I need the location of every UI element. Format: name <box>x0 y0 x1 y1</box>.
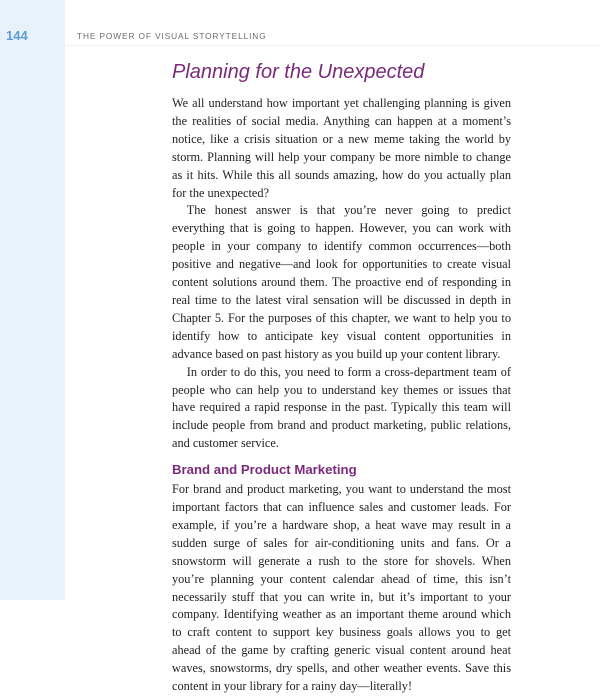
page-body <box>172 56 511 696</box>
paragraph: In order to do this, you need to form a cross-department team of people who can help you to understand key themes or issues that have required a rapid response in the past. Typically this team will include people from brand and product marketing, public relations, and customer service. <box>172 364 511 451</box>
paragraph: We all understand how important yet challenging planning is given the realities of social media. Anything can happen at a moment’s notice, like a crisis situation or a new meme taking the world by storm. Planning will help your company be more nimble to change as it hits. While this all sounds amazing, how do you actually plan for the unexpected? <box>172 96 511 200</box>
running-head: THE POWER OF VISUAL STORYTELLING <box>77 31 267 41</box>
section-title: Planning for the Unexpected <box>172 61 425 83</box>
paragraph: For brand and product marketing, you want to understand the most important factors that can influence sales and customer leads. For example, if you’re a hardware shop, a heat wave may result in a sudden surge of sales for air-conditioning units and fans. Or a snowstorm will generate a rush to the store for shovels. When you’re planning your content calendar ahead of time, this isn’t necessarily stuff that you can write in, but it’s important to your company. Identifying weather as an important theme around which to craft content to support key business goals allows you to get ahead of the game by crafting generic visual content around heat waves, snowstorms, dry spells, and other weather events. Save this content in your library for a rainy day—literally! <box>172 482 511 694</box>
left-margin-band <box>0 0 65 600</box>
subsection-title: Brand and Product Marketing <box>172 462 357 478</box>
paragraph: The honest answer is that you’re never going to predict everything that is going to happen. However, you can work with people in your company to identify common occurrences—both positive and negative—and look for opportunities to create visual content solutions around them. The proactive end of responding in real time to the latest viral sensation will be discussed in depth in Chapter 5. For the purposes of this chapter, we want to help you to identify how to anticipate key visual content opportunities in advance based on past history as you build up your content library. <box>172 203 511 361</box>
page-number: 144 <box>6 28 28 43</box>
header-rule <box>65 45 600 46</box>
